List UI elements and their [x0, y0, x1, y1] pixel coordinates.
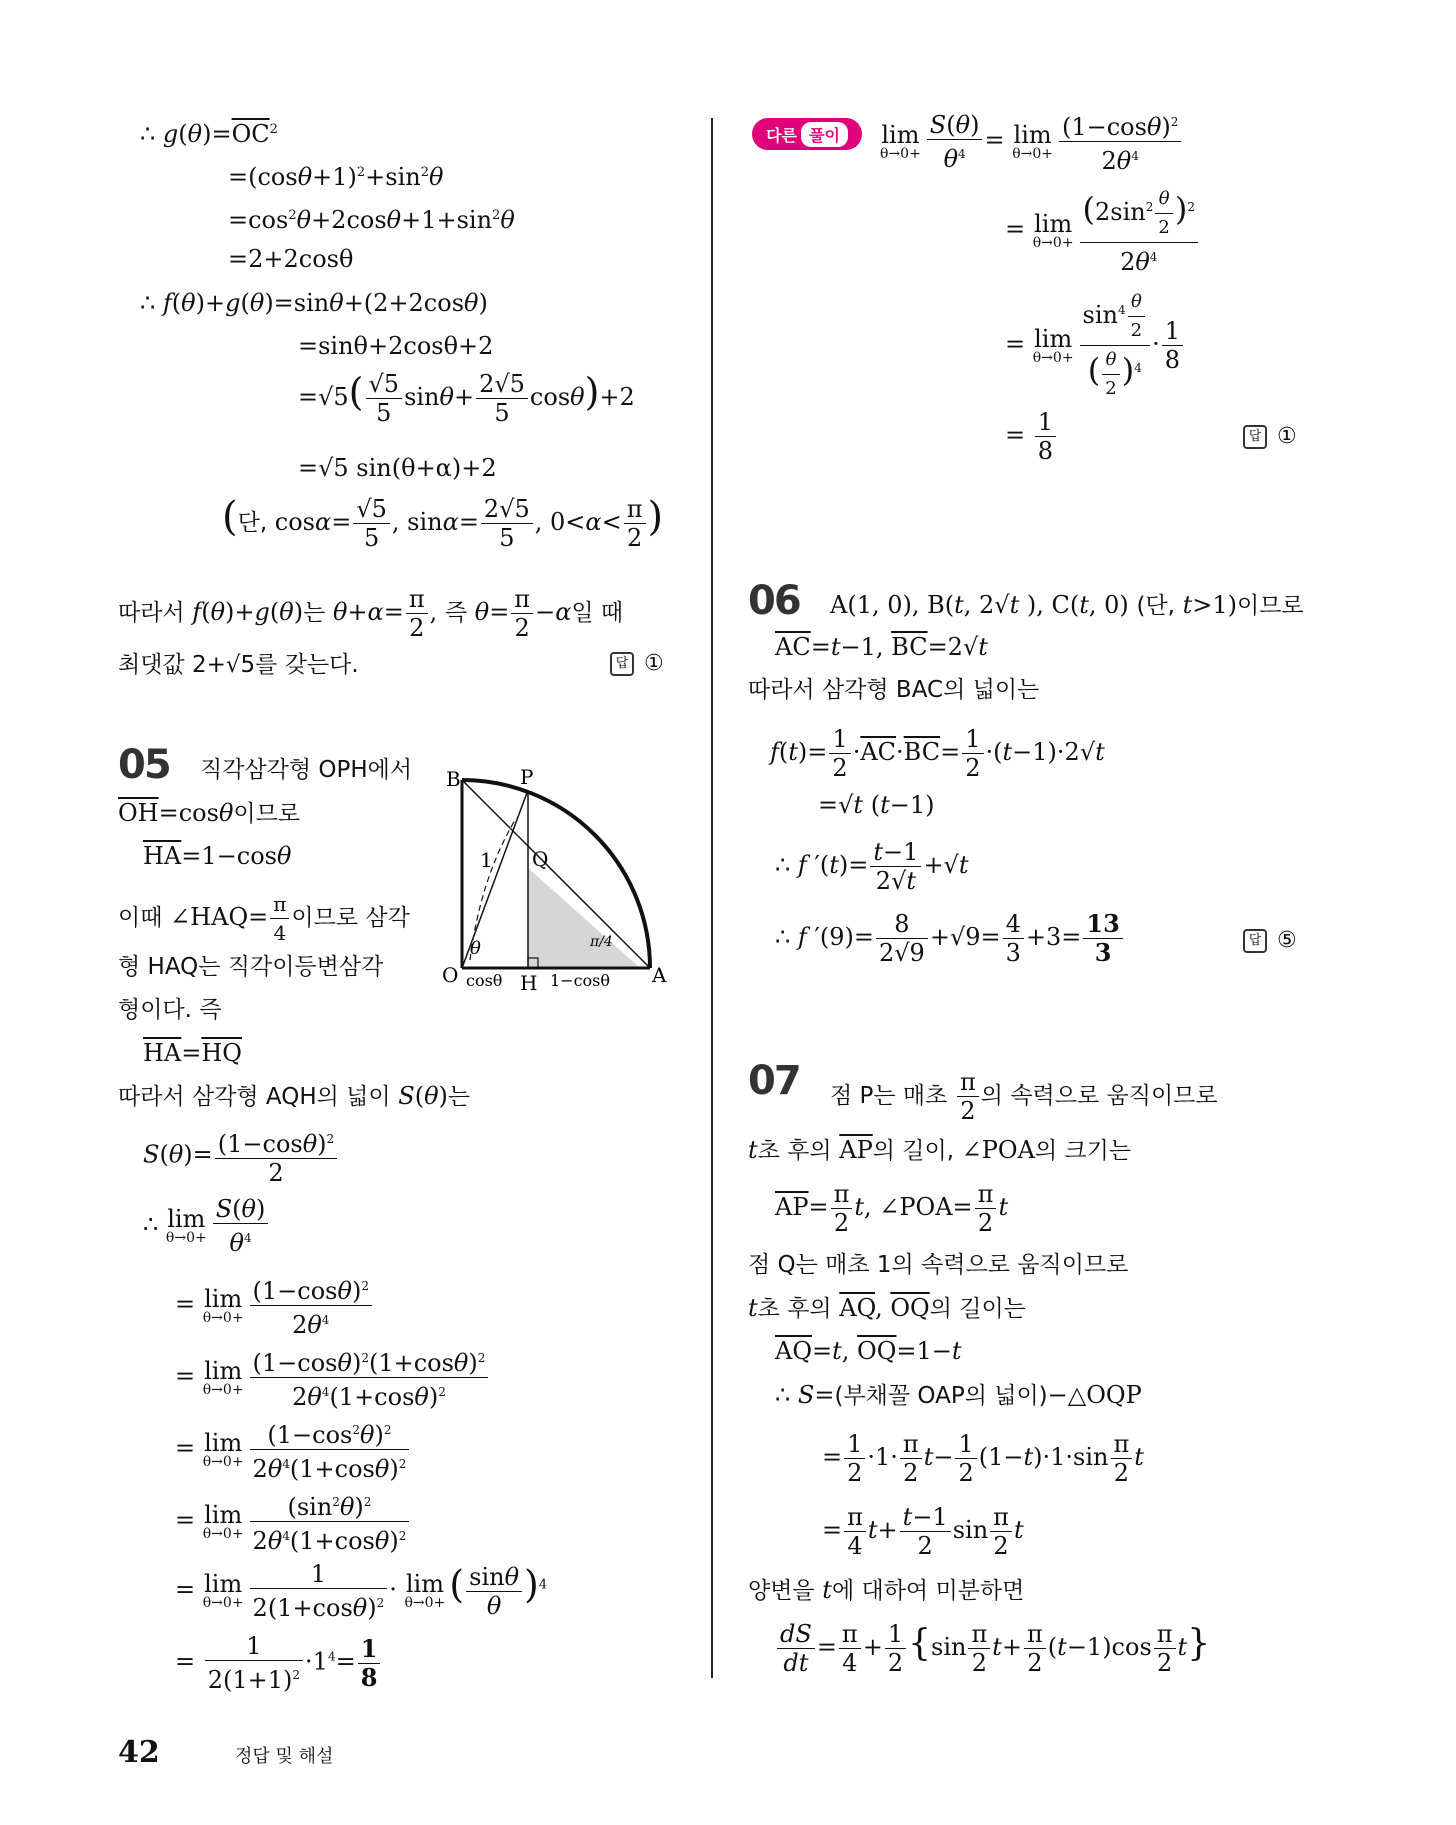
- q05-line-6: 형이다. 즉: [118, 997, 222, 1023]
- alt-line-3: = lim θ→0+ $\sin^4$ $\frac{\theta}{2}$ ( $\frac{\theta}{2}$ )$^4$ · $\frac{1}{8}$: [1005, 288, 1185, 403]
- lim-line-2: = lim θ→0+ $\frac{(1-\cos\theta)^2}{2\theta^4}$: [175, 1272, 374, 1339]
- column-divider: [711, 118, 713, 1678]
- q07-line-6: $\overline{AQ}=t$, $\overline{OQ}=1-t$: [775, 1337, 962, 1365]
- label-onecos: 1−cosθ: [550, 971, 611, 990]
- lim-line-4: = lim θ→0+ $\frac{(1-\cos^2\theta)^2}{2\theta^4(1+\cos\theta)^2}$: [175, 1416, 411, 1483]
- question-number-07: 07: [748, 1058, 800, 1104]
- q05-line-8: 따라서 삼각형 AQH의 넓이 S(θ)는: [118, 1082, 471, 1110]
- answer-icon: 답: [610, 652, 634, 676]
- label-h: H: [520, 971, 538, 995]
- q06-line-1: A(1, 0), B(t, 2√t ), C(t, 0) (단, t>1)이므로: [830, 591, 1304, 619]
- g-line-1: ∴ $g(\theta)=\overline{OC}^2$: [140, 120, 278, 148]
- lim-line-1: ∴ lim θ→0+ $\frac{S(\theta)}{\theta^4}$: [143, 1195, 270, 1257]
- label-cos: cosθ: [466, 971, 503, 990]
- alt-solution-badge: 다른 풀이: [752, 118, 862, 150]
- fg-line-2: =sinθ+2cosθ+2: [298, 332, 494, 360]
- page-number: 42: [118, 1735, 160, 1770]
- q07-line-5: t초 후의 $\overline{AQ}$, $\overline{OQ}$의 길이는: [748, 1294, 1026, 1322]
- label-theta: θ: [470, 938, 481, 959]
- lim-line-7: = $\frac{1}{2(1+1)^2}$ $\cdot 1^4=$ $\frac{1}{8}$: [175, 1632, 382, 1694]
- s-def: S(θ)= $\frac{(1-\cos\theta)^2}{2}$: [143, 1125, 339, 1187]
- q07-line-7: ∴ S=(부채꼴 OAP의 넓이)−△OQP: [775, 1381, 1142, 1409]
- conclusion-line-1: 따라서 f(θ)+g(θ)는 θ+α= $\frac{\pi}{2}$ , 즉 θ= $\frac{\pi}{2}$ −α일 때: [118, 585, 624, 642]
- q06-line-7: ∴ f ′(9)= $\frac{8}{2√9}$ +√9= $\frac{4}{3}$ +3= $\frac{13}{3}$: [775, 910, 1125, 967]
- label-b: B: [446, 767, 461, 791]
- footer-section: 정답 및 해설: [235, 1746, 334, 1767]
- label-one: 1: [480, 848, 493, 872]
- label-pi4: π/4: [590, 934, 613, 950]
- q06-line-3: 따라서 삼각형 BAC의 넓이는: [748, 677, 1040, 703]
- answer-06: 답 ⑤: [1243, 928, 1297, 953]
- q07-line-9: = $\frac{\pi}{4}$ t+ $\frac{t-1}{2}$ sin $\frac{\pi}{2}$ t: [822, 1503, 1024, 1560]
- alt-line-1: lim θ→0+ $\frac{S(\theta)}{\theta^4}$ = lim θ→0+ $\frac{(1-\cos\theta)^2}{2\theta^4}$: [880, 108, 1183, 175]
- fg-line-3: =√5( $\frac{√5}{5}$ sinθ+ $\frac{2√5}{5}$ cosθ)+2: [298, 370, 635, 427]
- q07-line-8: = $\frac{1}{2}$ ·1· $\frac{\pi}{2}$ t− $\frac{1}{2}$ (1−t)·1·sin $\frac{\pi}{2}$ t: [822, 1430, 1144, 1487]
- g-line-3: $=\cos^2\theta+2\cos\theta+1+\sin^2\theta$: [228, 206, 515, 234]
- label-o: O: [442, 963, 459, 987]
- q07-line-11: $\frac{dS}{dt}$ = $\frac{\pi}{4}$ + $\frac{1}{2}$ {sin $\frac{\pi}{2}$ t+ $\frac{\pi}{2}$ (t−1)cos $\frac{\pi}{2}$ t}: [775, 1620, 1210, 1677]
- answer-icon: 답: [1243, 425, 1267, 449]
- triangle-aqh-shaded: [528, 868, 640, 968]
- q05-line-1: 직각삼각형 OPH에서: [200, 757, 413, 783]
- alt-line-4: = $\frac{1}{8}$: [1005, 408, 1058, 465]
- q05-line-7: $\overline{HA}=\overline{HQ}$: [143, 1039, 242, 1067]
- q06-line-6: ∴ f ′(t)= $\frac{t-1}{2√t}$ +√t: [775, 838, 969, 895]
- q07-line-10: 양변을 t에 대하여 미분하면: [748, 1576, 1025, 1604]
- quarter-circle-diagram: [440, 760, 680, 1000]
- q07-line-1: 점 P는 매초 $\frac{\pi}{2}$ 의 속력으로 움직이므로: [830, 1068, 1218, 1125]
- answer-05: 답 ①: [1243, 424, 1297, 449]
- lim-line-5: = lim θ→0+ $\frac{(\sin^2\theta)^2}{2\theta^4(1+\cos\theta)^2}$: [175, 1488, 411, 1555]
- fg-line-5: (단, cosα= $\frac{√5}{5}$ , sinα= $\frac{2√5}{5}$ , 0<α< $\frac{\pi}{2}$ ): [222, 494, 664, 552]
- q07-line-4: 점 Q는 매초 1의 속력으로 움직이므로: [748, 1252, 1129, 1278]
- lim-line-6: = lim θ→0+ $\frac{1}{2(1+\cos\theta)^2}$ · lim θ→0+ ( $\frac{\sin\theta}{\theta}$ )$^4$: [175, 1560, 548, 1622]
- fg-line-4: =√5 sin(θ+α)+2: [298, 454, 497, 482]
- g-line-4: =2+2cosθ: [228, 245, 354, 273]
- q05-line-2: $\overline{OH}=\cos\theta$이므로: [118, 799, 301, 827]
- g-line-2: $=(\cos\theta+1)^2+\sin^2\theta$: [228, 163, 444, 191]
- question-number-05: 05: [118, 742, 170, 788]
- question-number-06: 06: [748, 578, 800, 624]
- q06-line-5: =√t (t−1): [818, 791, 935, 819]
- answer-icon: 답: [1243, 929, 1267, 953]
- fg-line-1: ∴ f(θ)+g(θ)=sinθ+(2+2cosθ): [140, 289, 488, 317]
- label-p: P: [520, 765, 534, 789]
- q05-line-4: 이때 ∠HAQ= $\frac{\pi}{4}$ 이므로 삼각: [118, 892, 410, 945]
- answer-04: 답 ①: [610, 651, 664, 676]
- q05-line-5: 형 HAQ는 직각이등변삼각: [118, 954, 384, 980]
- q07-line-3: $\overline{AP}=$ $\frac{\pi}{2}$ t, ∠POA= $\frac{\pi}{2}$ t: [775, 1180, 1009, 1237]
- lim-line-3: = lim θ→0+ $\frac{(1-\cos\theta)^2(1+\cos\theta)^2}{2\theta^4(1+\cos\theta)^2}$: [175, 1344, 490, 1411]
- alt-line-2: = lim θ→0+ ($2\sin^2$ $\frac{\theta}{2}$ )$^2$ $2\theta^4$: [1005, 185, 1200, 276]
- q05-line-3: $\overline{HA}=1-\cos\theta$: [143, 842, 292, 870]
- q06-line-2: $\overline{AC}=t-1$, $\overline{BC}=2√t$: [775, 633, 988, 661]
- q06-line-4: f(t)= $\frac{1}{2}$ $\cdot\overline{AC}\cdot\overline{BC}=$ $\frac{1}{2}$ ·(t−1)·2√t: [770, 725, 1105, 782]
- conclusion-line-2: 최댓값 2+√5를 갖는다.: [118, 652, 359, 678]
- label-q: Q: [532, 847, 549, 871]
- label-a: A: [652, 963, 667, 987]
- q07-line-2: t초 후의 $\overline{AP}$의 길이, ∠POA의 크기는: [748, 1136, 1132, 1164]
